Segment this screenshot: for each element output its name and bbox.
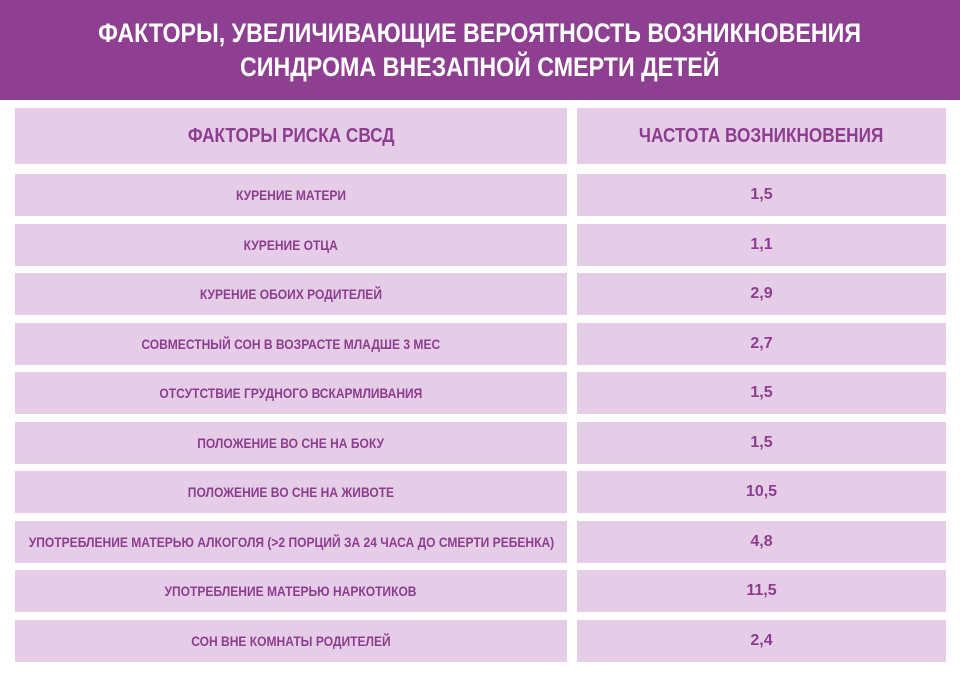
header-risk-factors: [15, 108, 567, 164]
factor-label: СОВМЕСТНЫЙ СОН В ВОЗРАСТЕ МЛАДШЕ 3 МЕС: [141, 335, 441, 352]
title-line-1: ФАКТОРЫ, УВЕЛИЧИВАЮЩИЕ ВЕРОЯТНОСТЬ ВОЗНИКНОВЕНИЯ: [98, 18, 862, 48]
factor-cell: [15, 620, 567, 662]
factor-label: КУРЕНИЕ ОТЦА: [243, 236, 339, 253]
factor-label: ОТСУТСТВИЕ ГРУДНОГО ВСКАРМЛИВАНИЯ: [159, 385, 423, 401]
factor-cell: [15, 372, 567, 414]
value-cell: 1,5: [577, 372, 946, 414]
title-line-2: СИНДРОМА ВНЕЗАПНОЙ СМЕРТИ ДЕТЕЙ: [240, 52, 720, 82]
value-cell: 10,5: [577, 471, 946, 513]
value-cell: 1,1: [577, 224, 946, 266]
value-cell: 1,5: [577, 422, 946, 464]
value-cell: 1,5: [577, 174, 946, 216]
factor-label: ПОЛОЖЕНИЕ ВО СНЕ НА БОКУ: [197, 434, 385, 451]
value-cell: 11,5: [577, 570, 946, 612]
factor-cell: [15, 224, 567, 266]
factor-label: КУРЕНИЕ МАТЕРИ: [235, 187, 347, 203]
title-banner: [0, 0, 960, 100]
factor-label: СОН ВНЕ КОМНАТЫ РОДИТЕЛЕЙ: [191, 632, 391, 649]
factor-cell: [15, 471, 567, 513]
factor-label: КУРЕНИЕ ОБОИХ РОДИТЕЛЕЙ: [199, 286, 383, 302]
factor-label: УПОТРЕБЛЕНИЕ МАТЕРЬЮ НАРКОТИКОВ: [164, 583, 417, 599]
factor-cell: [15, 521, 567, 563]
factor-cell: [15, 323, 567, 365]
header-risk-factors-label: ФАКТОРЫ РИСКА СВСД: [187, 124, 395, 147]
factor-label: ПОЛОЖЕНИЕ ВО СНЕ НА ЖИВОТЕ: [187, 484, 395, 500]
value-cell: 4,8: [577, 521, 946, 563]
value-cell: 2,4: [577, 620, 946, 662]
value-cell: 2,7: [577, 323, 946, 365]
header-frequency-label: ЧАСТОТА ВОЗНИКНОВЕНИЯ: [639, 124, 884, 147]
factor-cell: [15, 174, 567, 216]
factor-cell: [15, 422, 567, 464]
factor-label: УПОТРЕБЛЕНИЕ МАТЕРЬЮ АЛКОГОЛЯ (>2 ПОРЦИЙ ЗА 24 ЧАСА ДО СМЕРТИ РЕБЕНКА): [28, 533, 554, 550]
factor-cell: [15, 273, 567, 315]
value-cell: 2,9: [577, 273, 946, 315]
header-frequency: [577, 108, 946, 164]
factor-cell: [15, 570, 567, 612]
